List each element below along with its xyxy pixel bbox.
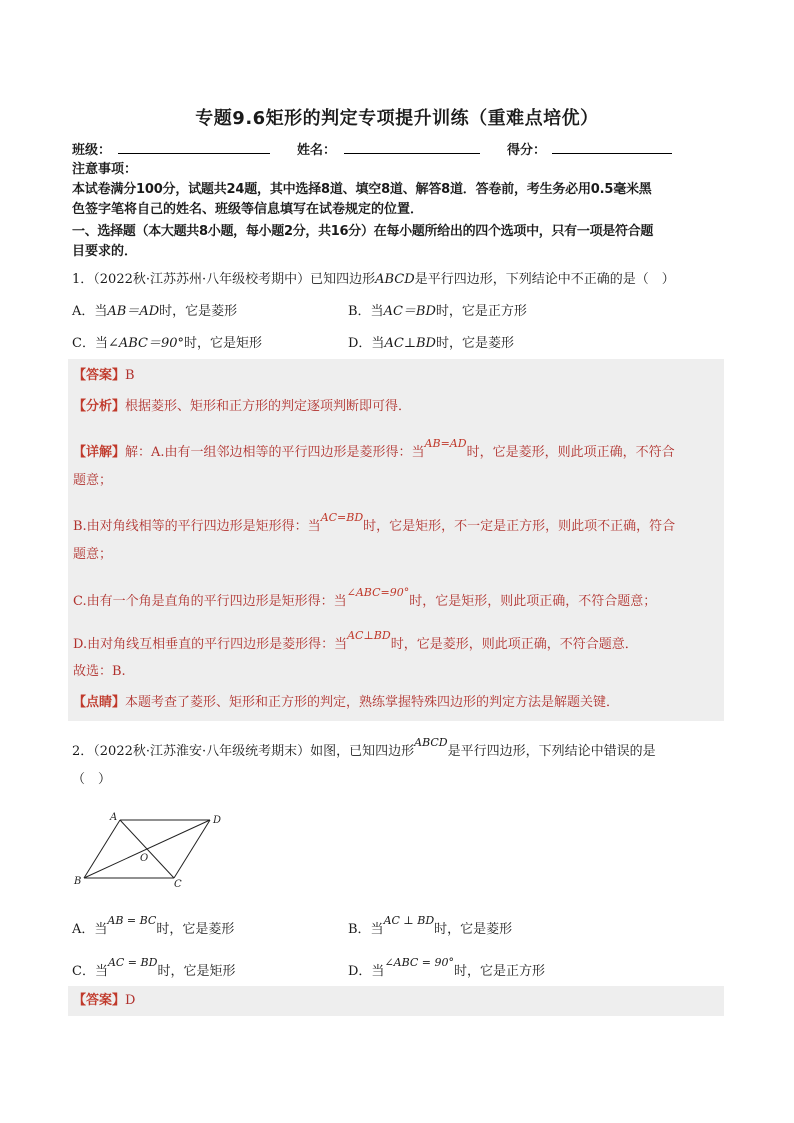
q2-stem-cont: （ ） <box>72 772 112 787</box>
q2-option-b-suffix: 时，它是菱形 <box>434 922 513 937</box>
q1-detail-c-math: ∠ABC=90° <box>346 586 410 599</box>
q1-detail-b-math: AC=BD <box>320 511 364 524</box>
q2-stem <box>72 736 656 762</box>
q2-answer <box>73 991 135 1011</box>
q1-option-b-suffix: 时，它是正方形 <box>435 304 527 319</box>
q1-detail-tag: 【详解】 <box>73 445 126 460</box>
q1-comment-text: 本题考查了菱形、矩形和正方形的判定，熟练掌握特殊四边形的判定方法是解题关键． <box>125 695 620 710</box>
diagonal-bd <box>84 820 210 878</box>
q1-option-d-suffix: 时，它是菱形 <box>435 336 514 351</box>
q1-stem-math: ABCD <box>375 272 415 287</box>
section-heading-2: 目要求的． <box>72 244 138 259</box>
q1-detail-b-text-1: B.由对角线相等的平行四边形是矩形得：当 <box>73 519 321 534</box>
student-info-row <box>72 137 722 159</box>
label-b: B <box>74 876 82 887</box>
notice-line-1: 本试卷满分100分，试题共24题，其中选择8道、填空8道、解答8道．答卷前，考生务必用0.5毫米黑 <box>72 182 652 197</box>
q1-solution-box <box>68 359 724 721</box>
q1-choose: 故选：B. <box>73 664 126 679</box>
q1-detail-a-text-1: 解：A.由有一组邻边相等的平行四边形是菱形得：当 <box>125 445 425 460</box>
q1-option-a-math: AB＝AD <box>107 304 160 319</box>
q2-option-b[interactable] <box>348 914 513 940</box>
q2-option-a-prefix: A．当 <box>72 922 108 937</box>
notice-heading: 注意事项： <box>72 162 138 177</box>
page-title: 专题9.6矩形的判定专项提升训练（重难点培优） <box>195 108 599 129</box>
q1-option-c[interactable] <box>72 334 262 354</box>
q1-comment-tag: 【点睛】 <box>73 695 126 710</box>
q2-option-a-math: AB = BC <box>107 914 157 927</box>
q1-comment <box>73 693 619 713</box>
q1-option-d-prefix: D．当 <box>348 336 385 351</box>
q1-detail-d <box>73 629 638 655</box>
q2-option-c-suffix: 时，它是矩形 <box>157 964 236 979</box>
q1-detail-b <box>73 511 676 537</box>
q2-option-b-math: AC ⊥ BD <box>383 914 435 927</box>
q1-option-d[interactable] <box>348 334 514 354</box>
q2-option-d-math: ∠ABC = 90° <box>384 956 455 969</box>
q2-option-c-prefix: C．当 <box>72 964 108 979</box>
score-blank[interactable] <box>552 153 672 154</box>
q1-detail-a-math: AB=AD <box>424 437 467 450</box>
q1-detail-d-text-2: 时，它是菱形，则此项正确，不符合题意． <box>390 637 638 652</box>
q1-option-a-prefix: A．当 <box>72 304 108 319</box>
q1-answer-value: B <box>125 368 135 383</box>
q2-option-c[interactable] <box>72 956 236 982</box>
section-heading-1: 一、选择题（本大题共8小题，每小题2分，共16分）在每小题所给出的四个选项中，只有一项是符合题 <box>72 224 654 239</box>
q2-stem-math: ABCD <box>414 736 448 749</box>
q2-answer-value: D <box>125 993 136 1008</box>
q2-solution-box <box>68 986 724 1016</box>
q2-option-a[interactable] <box>72 914 235 940</box>
q1-detail-c <box>73 586 657 612</box>
q1-option-c-prefix: C．当 <box>72 336 108 351</box>
name-label: 姓名： <box>297 143 337 158</box>
q1-detail-d-text-1: D.由对角线互相垂直的平行四边形是菱形得：当 <box>73 637 348 652</box>
q1-option-b-prefix: B．当 <box>348 304 384 319</box>
q1-stem <box>72 270 675 290</box>
q2-option-d-prefix: D．当 <box>348 964 385 979</box>
q1-option-c-suffix: 时，它是矩形 <box>184 336 263 351</box>
class-label: 班级： <box>72 143 112 158</box>
q1-analysis <box>73 397 411 417</box>
q1-analysis-text: 根据菱形、矩形和正方形的判定逐项判断即可得． <box>125 399 412 414</box>
q1-answer <box>73 366 135 386</box>
q1-detail-a-text-2: 时，它是菱形，则此项正确，不符合 <box>466 445 675 460</box>
q1-detail-a <box>73 437 675 463</box>
q1-detail-a-cont: 题意； <box>73 473 113 488</box>
label-d: D <box>213 815 222 826</box>
q1-option-c-math: ∠ABC＝90° <box>107 336 185 351</box>
q2-option-d[interactable] <box>348 956 546 982</box>
q2-option-a-suffix: 时，它是菱形 <box>156 922 235 937</box>
label-c: C <box>174 879 182 890</box>
q2-answer-tag: 【答案】 <box>73 993 126 1008</box>
q2-stem-text-a: 2．（2022秋·江苏淮安·八年级统考期末）如图，已知四边形 <box>72 744 415 759</box>
q1-detail-b-cont: 题意； <box>73 547 113 562</box>
q1-option-b[interactable] <box>348 302 527 322</box>
notice-line-2: 色签字笔将自己的姓名、班级等信息填写在试卷规定的位置． <box>72 202 424 217</box>
label-a: A <box>110 812 118 823</box>
score-label: 得分： <box>507 143 547 158</box>
name-blank[interactable] <box>344 153 480 154</box>
q1-detail-d-math: AC⊥BD <box>347 629 391 642</box>
q1-detail-b-text-2: 时，它是矩形，不一定是正方形，则此项不正确，符合 <box>363 519 676 534</box>
q1-detail-c-text-2: 时，它是矩形，则此项正确，不符合题意； <box>409 594 657 609</box>
q2-option-d-suffix: 时，它是正方形 <box>454 964 546 979</box>
q2-stem-text-b: 是平行四边形，下列结论中错误的是 <box>447 744 656 759</box>
q1-answer-tag: 【答案】 <box>73 368 126 383</box>
q1-option-d-math: AC⊥BD <box>384 336 436 351</box>
q2-option-c-math: AC = BD <box>107 956 158 969</box>
q1-analysis-tag: 【分析】 <box>73 399 126 414</box>
q1-detail-c-text-1: C.由有一个角是直角的平行四边形是矩形得：当 <box>73 594 347 609</box>
q1-option-a-suffix: 时，它是菱形 <box>159 304 238 319</box>
parallelogram-figure <box>68 808 238 890</box>
q1-stem-text-a: 1．（2022秋·江苏苏州·八年级校考期中）已知四边形 <box>72 272 376 287</box>
q1-stem-text-b: 是平行四边形，下列结论中不正确的是（ ） <box>414 272 675 287</box>
q1-option-b-math: AC＝BD <box>383 304 436 319</box>
class-blank[interactable] <box>118 153 270 154</box>
label-o: O <box>140 853 149 864</box>
q2-option-b-prefix: B．当 <box>348 922 384 937</box>
q1-option-a[interactable] <box>72 302 237 322</box>
